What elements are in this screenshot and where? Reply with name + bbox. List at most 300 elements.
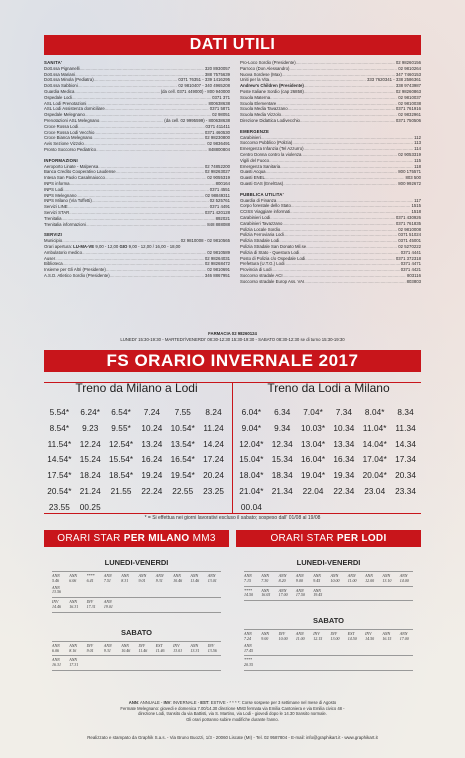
- bus-departure: [156, 574, 173, 584]
- bus-time: 17.00: [399, 635, 409, 641]
- bus-departure: [87, 574, 104, 584]
- directory-name: Poste Italiane Sordio (cap 26858): [240, 88, 304, 94]
- directory-left-column: [44, 60, 230, 284]
- bus-type: ANN: [330, 573, 339, 578]
- bus-type: ANN: [190, 573, 199, 578]
- directory-name: Prenotazioni ASL Melegnano: [44, 117, 100, 123]
- directory-name: Guasti GAS (EnelGas): [240, 180, 284, 186]
- bus-type: ANN: [52, 657, 60, 663]
- directory-phone: 02 9055319: [207, 175, 230, 181]
- dot-leader: [96, 147, 207, 153]
- bus-type: ANN: [347, 573, 356, 578]
- bus-time: 17.45: [244, 647, 253, 653]
- bus-time: 20.35: [244, 662, 253, 668]
- directory-phone: 0371 51024: [398, 232, 421, 238]
- bus-time: 9.45: [313, 577, 321, 583]
- bus-type: ANN: [399, 573, 408, 578]
- directory-name: Intesa San Paolo Casalmaiocco: [44, 175, 105, 181]
- train-time: 11.54*: [47, 439, 72, 449]
- bus-type: ANN: [278, 573, 287, 578]
- bus-type: EST: [347, 631, 355, 637]
- train-time: 21.34: [271, 486, 293, 496]
- directory-name: Emergenza Infanzia (Tel Azzurro): [240, 146, 304, 152]
- directory-phone: 02 98849311: [205, 192, 230, 198]
- directory-phone: 0371 4421: [400, 267, 421, 273]
- bus-type: INV: [365, 631, 372, 637]
- rule-line: [244, 670, 413, 671]
- directory-name: CCISS Viaggiare informati: [240, 209, 291, 215]
- directory-name: Soccorso stradale Europ Ass. VAI: [240, 278, 305, 284]
- directory-name: Carabinieri Tavazzano: [240, 220, 283, 226]
- bus-departure: [348, 574, 365, 584]
- bus-type: ANN: [69, 599, 78, 605]
- bus-time: 9.00: [295, 577, 303, 583]
- bus-departure: [121, 574, 138, 584]
- directory-phone: 02 9810008: [398, 226, 421, 232]
- bus-departure: [313, 589, 330, 599]
- bus-type: ANN: [244, 642, 252, 648]
- train-time: 7.34: [335, 408, 353, 417]
- directory-phone: 115: [414, 157, 421, 163]
- bus-time: 13.56: [52, 589, 61, 595]
- bus-type: EST: [155, 642, 163, 648]
- pharmacy-hours: LUNEDI' 15:30-19:30 - MARTEDI'/VENERDI' 08:30-12:30 15:30-19:30 - SABATO 08:30-12:30 se di turno 15:30-19:30: [120, 336, 345, 342]
- bus-time: 7.24: [244, 635, 251, 641]
- train-time: 22.55: [172, 486, 194, 496]
- directory-phone: 800638638: [208, 100, 230, 106]
- bus-type: ANN: [52, 642, 60, 648]
- train-time: 7.55: [174, 408, 191, 417]
- bus-type: INV: [138, 642, 145, 648]
- hours-days-b: GIO: [119, 243, 128, 249]
- bus-departure: [296, 574, 313, 584]
- directory-name: Insieme per Gli Altri (Presidente): [44, 267, 106, 273]
- bus-times-row: [244, 644, 417, 654]
- bus-time: 14.50: [365, 635, 375, 641]
- bus-time: 10.46: [173, 577, 183, 583]
- directory-section: [240, 192, 421, 285]
- directory-phone: 0371 761916: [395, 106, 421, 112]
- directory-row: [44, 222, 230, 228]
- train-time: 14.34: [395, 439, 417, 449]
- directory-phone: 02 9836491: [207, 141, 230, 147]
- directory-name: Croce Rossa Lodi: [44, 123, 79, 129]
- train-time: 12.04*: [239, 439, 264, 449]
- directory-name: Dott.ssa Mariani: [44, 71, 76, 77]
- bus-time: 9.31: [155, 577, 163, 583]
- directory-section: [44, 232, 230, 278]
- directory-name: Servizi STAR: [44, 209, 70, 215]
- bus-departure: [52, 644, 69, 654]
- directory-phone: 02 98260156: [395, 60, 421, 65]
- directory-phone: 02 98268472: [204, 261, 230, 267]
- train-time: 16.04*: [300, 455, 326, 465]
- bus-type: INV: [173, 642, 180, 648]
- directory-phone: 0371 371: [212, 94, 230, 100]
- legend-line-3: direzione Lodi, transito da via Battisti, via S. Martino, via Lodi - giovedi dopo le 14.30 transito normale.: [138, 711, 327, 717]
- directory-name: Croce Bianca Melegnano: [44, 135, 93, 141]
- directory-phone: 800 175571: [398, 169, 421, 175]
- bus-departure: [313, 574, 330, 584]
- train-time: 14.04*: [362, 439, 387, 449]
- bus-type: ANN: [69, 642, 78, 648]
- directory-name: Nuova Sordese (Max): [240, 71, 282, 77]
- bus-departure: [400, 574, 417, 584]
- directory-phone: 0371 430926: [395, 214, 421, 220]
- directory-phone: (da cell. 02 9995599) - 800638638: [164, 117, 230, 123]
- bus-departure: [190, 644, 207, 654]
- bus-departure: [279, 574, 296, 584]
- directory-phone: 0371 460530: [204, 129, 230, 135]
- directory-name: Vigili del Fuoco: [240, 157, 270, 163]
- directory-name: Uniti per la Vita: [240, 77, 270, 83]
- train-lodi-milano: [236, 381, 421, 516]
- star-lodi-bold: PER LODI: [336, 533, 387, 544]
- directory-section: [44, 60, 230, 153]
- train-time: 6.24*: [80, 408, 101, 417]
- bus-departure: [244, 658, 261, 668]
- saturday-title: SABATO: [121, 627, 152, 637]
- train-time: 19.24: [141, 471, 163, 481]
- section-title: PUBBLICA UTILITA': [240, 191, 284, 197]
- train-time: 6.04*: [241, 408, 262, 417]
- bus-time: 13.00: [330, 635, 340, 641]
- directory-name: Biblioteca: [44, 261, 63, 267]
- train-time: 23.34: [395, 486, 417, 496]
- directory-name: INPS Milano (Via Toffetti): [44, 198, 92, 204]
- train-time: 21.55: [110, 486, 132, 496]
- directory-phone: 117: [414, 197, 421, 203]
- train-time: 10.34: [333, 423, 355, 433]
- directory-phone: 0371 420128: [204, 209, 230, 215]
- directory-name: Provincia di Lodi: [240, 267, 272, 273]
- spacer: [44, 613, 229, 621]
- dot-leader: [304, 279, 405, 285]
- directory-name: Carabinieri: [240, 134, 261, 140]
- bus-departure: [69, 574, 86, 584]
- bus-departure: [365, 574, 382, 584]
- directory-name: Dott.ssa Minola (Pediatra): [44, 77, 94, 83]
- star-lodi-prefix: ORARI STAR: [270, 533, 337, 544]
- bus-departure: [69, 600, 86, 610]
- train-time: 15.54*: [108, 455, 134, 465]
- bus-type: ANN: [261, 631, 270, 637]
- bus-type: ANN: [52, 573, 60, 578]
- bus-departure: [330, 574, 347, 584]
- train-time: 14.54*: [47, 455, 72, 465]
- bus-departure: [87, 644, 104, 654]
- directory-name: Scuola Media Vizzolo: [240, 112, 282, 118]
- bus-departure: [313, 632, 330, 642]
- bus-time: 7.30: [261, 577, 269, 583]
- directory-phone: 02 9810038: [398, 100, 421, 106]
- train-time: 5.54*: [49, 408, 70, 417]
- train-time: 6.54*: [111, 408, 131, 417]
- train-time: 10.24: [141, 423, 163, 433]
- directory-name: Croce Rossa Lodi Vecchio: [44, 129, 95, 135]
- bus-time: 14.46: [52, 603, 61, 609]
- bus-type: ANN: [69, 573, 78, 578]
- bus-type: INV: [330, 631, 337, 637]
- dot-leader: [300, 118, 395, 124]
- train-table-divider: [232, 382, 233, 514]
- bus-departure: [244, 574, 261, 584]
- directory-phone: 02 9810264: [398, 65, 421, 71]
- bus-type: ANN: [173, 573, 181, 578]
- directory-phone: 0371 4441: [400, 249, 421, 255]
- bus-departure: [296, 589, 313, 599]
- train-time: 23.04: [364, 486, 386, 496]
- directory-name: Guardia Medica: [44, 88, 75, 94]
- bus-type: ANN: [295, 573, 304, 578]
- train-time: 21.04*: [239, 486, 264, 496]
- train-time: 9.23: [82, 423, 99, 433]
- train-time: 17.24: [203, 455, 225, 465]
- bus-type: ANN: [382, 631, 391, 637]
- weekday-title: LUNEDI-VENERDI: [296, 558, 361, 567]
- train-time: 10.03*: [300, 423, 326, 433]
- bus-departure: [87, 600, 104, 610]
- bus-time: 8.16: [69, 647, 77, 653]
- directory-name: Posto di Polizia c/o Ospedale Lodi: [240, 255, 306, 261]
- bus-departure: [208, 574, 225, 584]
- directory-phone: 0371 76351 - 339 1416295: [178, 77, 230, 83]
- directory-name: Soccorso Pubblico (Polizia): [240, 140, 293, 146]
- directory-name: Corpo forestale dello Stato: [240, 203, 291, 209]
- directory-phone: 02 74852200: [204, 163, 230, 169]
- bus-type: ANN: [365, 573, 373, 578]
- train-time: [359, 500, 390, 516]
- train-time: 22.24: [141, 486, 163, 496]
- directory-name: Ambulatorio medico: [44, 249, 82, 255]
- directory-phone: 0371 45001: [398, 238, 421, 244]
- bus-type: INV: [86, 599, 94, 605]
- bus-type: ANN: [138, 573, 147, 578]
- bus-time: 13.31: [190, 647, 200, 653]
- bus-departure: [104, 644, 121, 654]
- train-time: 19.04*: [300, 471, 326, 481]
- bus-times-row: [244, 574, 417, 584]
- train-time: 16.54*: [170, 455, 195, 465]
- train-time: 18.04*: [239, 471, 264, 481]
- directory-phone: 333 7620341 - 338 2586361: [366, 77, 421, 83]
- bus-departure: [69, 644, 86, 654]
- directory-phone: 803116: [406, 272, 421, 278]
- train-time: 20.04*: [362, 471, 387, 481]
- bus-time: 11.00: [347, 577, 357, 583]
- directory-name: Aeroporto Linate - Malpensa: [44, 163, 99, 169]
- train-time: 15.04*: [239, 455, 264, 465]
- train-time: 21.24: [79, 486, 101, 496]
- train-time: 17.34: [395, 455, 417, 465]
- bus-departure: [365, 632, 382, 642]
- train-time: 12.24: [79, 439, 101, 449]
- train-time: 22.34: [333, 486, 355, 496]
- bus-departure: [52, 586, 69, 596]
- bus-departure: [121, 644, 138, 654]
- dot-leader: [110, 273, 204, 279]
- directory-section: [240, 129, 421, 187]
- train-lodi-milano-title: Treno da Lodi a Milano: [267, 381, 390, 395]
- bus-departure: [156, 644, 173, 654]
- directory-phone: 848 888088: [207, 221, 230, 227]
- directory-phone: 02 98263027: [204, 169, 230, 175]
- bus-departure: [190, 574, 207, 584]
- bus-type: ANN: [278, 587, 287, 593]
- bus-departure: [261, 632, 278, 642]
- train-time: 19.34: [333, 471, 355, 481]
- train-time: 20.24: [203, 471, 225, 481]
- train-time: 17.04*: [362, 455, 387, 465]
- directory-name: INPS Lodi: [44, 186, 64, 192]
- train-milano-lodi-title: Treno da Milano a Lodi: [75, 381, 198, 395]
- directory-phone: 0371 4551: [209, 186, 230, 192]
- directory-name: Avis Sezione Vizzolo: [44, 141, 84, 147]
- bus-type: ANN: [313, 573, 321, 578]
- bus-type: ANN: [244, 573, 252, 578]
- star-milano-suffix: MM3: [189, 533, 216, 544]
- bus-departure: [400, 632, 417, 642]
- bus-times-row: [244, 658, 417, 668]
- directory-name: Scuola Elementare: [240, 100, 277, 106]
- directory-name: Prefettura (U.T.G.) Lodi: [240, 261, 285, 267]
- section-title: INFORMAZIONI: [44, 157, 78, 163]
- directory-row: [240, 118, 421, 124]
- directory-phone: 02 98230800: [204, 135, 230, 141]
- train-time: 17.54*: [47, 471, 72, 481]
- bus-type: ANN: [103, 599, 112, 605]
- weekday-title: LUNEDI-VENERDI: [104, 558, 169, 567]
- bus-type: INV: [207, 642, 215, 648]
- directory-row: [44, 147, 230, 153]
- bus-departure: [173, 644, 190, 654]
- bus-time: 11.00: [295, 635, 305, 641]
- train-time: [298, 500, 329, 516]
- bus-departure: [279, 632, 296, 642]
- directory-name: Scuola Media Tavazzano: [240, 106, 288, 112]
- bus-times-row: [52, 586, 225, 596]
- directory-phone: 02 525761: [209, 198, 230, 204]
- bus-type: ANN: [295, 631, 304, 637]
- directory-phone: 114: [414, 146, 421, 152]
- bus-time: 17.50: [295, 592, 305, 598]
- bus-departure: [104, 574, 121, 584]
- directory-name: Banca Credito Cooperativo Laudense: [44, 169, 116, 175]
- bus-type: ANN: [103, 642, 112, 648]
- printer-footer: Realizzato e stampato da Graphik S.a.s. - Via Bruno Buozzi, 1/3 - 20060 Liscate (MI) - Tel. 02 9587804 - E-mail: info@graphikart.it - www.graphikart.it: [87, 735, 378, 740]
- directory-name: INPS informa: [44, 180, 70, 186]
- train-time: [106, 500, 137, 516]
- bus-time: 17.31: [69, 662, 79, 668]
- train-time: 16.24: [141, 455, 163, 465]
- star-milano-panel: [44, 551, 229, 725]
- bus-type: ANN: [399, 631, 408, 637]
- bus-time: 13.10: [382, 577, 392, 583]
- directory-name: Polizia Stradale Lodi: [240, 238, 280, 244]
- bus-time: 11.46: [155, 647, 165, 653]
- bus-times-row: [52, 600, 225, 610]
- bus-type: ****: [86, 573, 95, 578]
- dot-leader: [86, 222, 206, 228]
- bus-type: ****: [244, 657, 252, 663]
- train-time: [137, 500, 168, 516]
- train-time: 11.24: [203, 423, 224, 433]
- train-time: 18.34: [271, 471, 293, 481]
- bus-type: ANN: [121, 642, 129, 648]
- directory-phone: 0371 372318: [395, 255, 421, 261]
- directory-phone: 118: [414, 163, 421, 169]
- directory-phone: 388 7575639: [204, 71, 230, 77]
- hours-a: 9,00 - 12,00: [95, 243, 119, 249]
- directory-phone: 02 9810037: [398, 94, 421, 100]
- star-lodi-panel: [236, 551, 421, 725]
- train-time: [198, 500, 229, 516]
- train-time: 12.34: [271, 439, 293, 449]
- section-title: EMERGENZE: [240, 128, 270, 134]
- rule-line: [52, 670, 221, 671]
- train-time: 18.24: [79, 471, 101, 481]
- bus-time: 9.01: [86, 647, 94, 653]
- train-time: 11.34: [395, 423, 416, 433]
- train-time: [167, 500, 198, 516]
- directory-name: ASL Lodi Prenotazioni: [44, 100, 87, 106]
- directory-phone: 02 9053319: [398, 151, 421, 157]
- rule-line: [52, 641, 221, 642]
- train-time: 23.25: [203, 486, 225, 496]
- rule-line: [244, 571, 413, 572]
- bus-departure: [279, 589, 296, 599]
- directory-name: Municipio: [44, 238, 63, 244]
- bus-time: 13.56: [207, 647, 217, 653]
- directory-phone: 803 500: [405, 175, 421, 181]
- pharmacy-info: [44, 331, 421, 342]
- directory-row: [240, 181, 421, 187]
- train-time: 13.04*: [300, 439, 326, 449]
- bus-time: 8.20: [278, 577, 286, 583]
- bus-departure: [296, 632, 313, 642]
- fs-orario-banner: FS ORARIO INVERNALE 2017: [44, 350, 421, 372]
- train-note: * = Si effettua nei giorni lavorativi escluso il sabato; sospeso dall' 01/08 al 19/08: [144, 515, 321, 521]
- directory-phone: 0371 750506: [395, 117, 421, 123]
- bus-time: 14.50: [244, 592, 253, 598]
- train-time: 8.24: [205, 408, 222, 417]
- bus-type: INV: [52, 599, 59, 605]
- directory-phone: 800164: [215, 180, 230, 186]
- directory-phone: (da cell. 0371 449000) - 800 940000: [160, 88, 230, 94]
- train-time: 23.55: [48, 502, 70, 512]
- bus-departure: [52, 574, 69, 584]
- bus-times-row: [52, 644, 225, 654]
- train-time: 7.04*: [303, 408, 323, 417]
- directory-phone: 02 98260863: [395, 88, 421, 94]
- bus-time: 14.00: [399, 577, 409, 583]
- train-time: 12.54*: [108, 439, 134, 449]
- bus-time: 6.06: [69, 577, 77, 583]
- hours-label: Orari apertura:: [44, 243, 72, 249]
- bus-type: ANN: [313, 587, 321, 593]
- bus-departure: [330, 632, 347, 642]
- bus-time: 11.46: [190, 577, 200, 583]
- bus-time: 16.15: [382, 635, 392, 641]
- spacer: [236, 601, 421, 609]
- bus-time: 9.00: [261, 635, 269, 641]
- bus-time: 8.31: [121, 577, 129, 583]
- directory-phone: 113: [414, 140, 421, 146]
- bus-time: 10.00: [278, 635, 288, 641]
- bus-time: 14.50: [347, 635, 357, 641]
- bus-time: 9.31: [103, 647, 111, 653]
- directory-phone: 112: [414, 134, 421, 140]
